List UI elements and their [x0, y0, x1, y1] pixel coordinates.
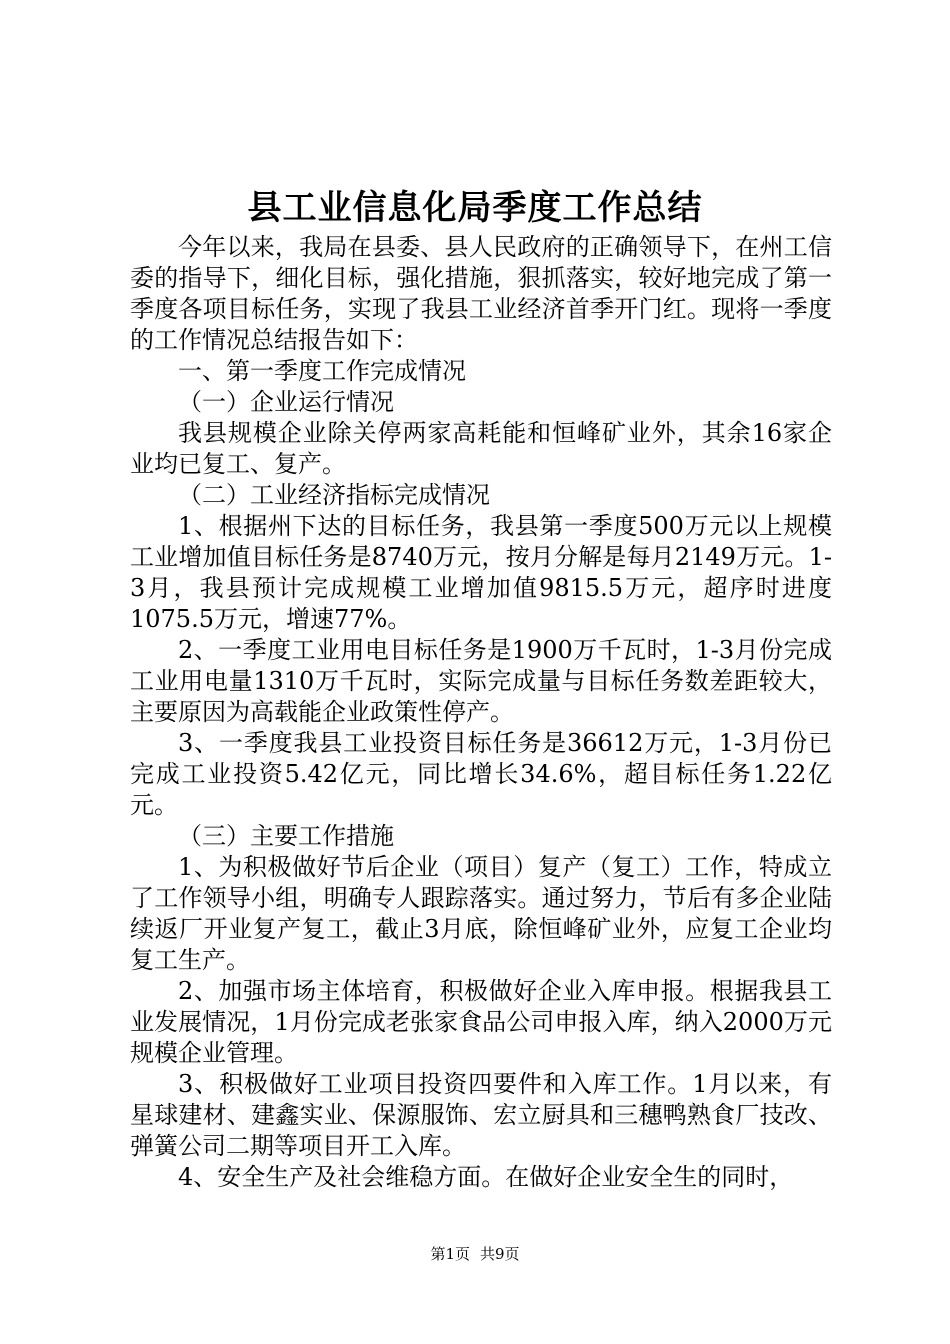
paragraph-measure-1: 1、为积极做好节后企业（项目）复产（复工）工作，特成立了工作领导小组，明确专人跟踪落实。通过努力，节后有多企业陆续返厂开业复产复工，截止3月底，除恒峰矿业外，应复工企业均复工生产。 [130, 853, 832, 974]
document-body [130, 232, 832, 1193]
heading-subsection-2: （二）工业经济指标完成情况 [178, 481, 490, 509]
paragraph-indicator-3: 3、一季度我县工业投资目标任务是36612万元，1-3月份已完成工业投资5.42亿元，同比增长34.6%，超目标任务1.22亿元。 [130, 729, 832, 819]
paragraph-measure-2: 2、加强市场主体培育，积极做好企业入库申报。根据我县工业发展情况，1月份完成老张家食品公司申报入库，纳入2000万元规模企业管理。 [130, 977, 832, 1067]
document-title: 县工业信息化局季度工作总结 [247, 188, 703, 228]
paragraph-indicator-1: 1、根据州下达的目标任务，我县第一季度500万元以上规模工业增加值目标任务是8740万元，按月分解是每月2149万元。1-3月，我县预计完成规模工业增加值9815.5万元，超序时进度1075.5万元，增速77%。 [130, 512, 832, 633]
paragraph-measure-4: 4、安全生产及社会维稳方面。在做好企业安全生的同时， [178, 1163, 794, 1191]
paragraph-measure-3: 3、积极做好工业项目投资四要件和入库工作。1月以来，有星球建材、建鑫实业、保源服饰、宏立厨具和三穗鸭熟食厂技改、弹簧公司二期等项目开工入库。 [130, 1070, 832, 1160]
paragraph-enterprise-operation: 我县规模企业除关停两家高耗能和恒峰矿业外，其余16家企业均已复工、复产。 [130, 419, 832, 478]
paragraph-intro: 今年以来，我局在县委、县人民政府的正确领导下，在州工信委的指导下，细化目标，强化措施，狠抓落实，较好地完成了第一季度各项目标任务，实现了我县工业经济首季开门红。现将一季度的工作情况总结报告如下： [130, 233, 832, 354]
heading-section-1: 一、第一季度工作完成情况 [178, 357, 466, 385]
page-footer [0, 1244, 950, 1264]
page-number: 第1页 [430, 1245, 470, 1263]
paragraph-indicator-2: 2、一季度工业用电目标任务是1900万千瓦时，1-3月份完成工业用电量1310万千瓦时，实际完成量与目标任务数差距较大，主要原因为高载能企业政策性停产。 [130, 636, 832, 726]
heading-subsection-1: （一）企业运行情况 [178, 388, 394, 416]
page-total: 共9页 [480, 1245, 520, 1263]
heading-subsection-3: （三）主要工作措施 [178, 822, 394, 850]
